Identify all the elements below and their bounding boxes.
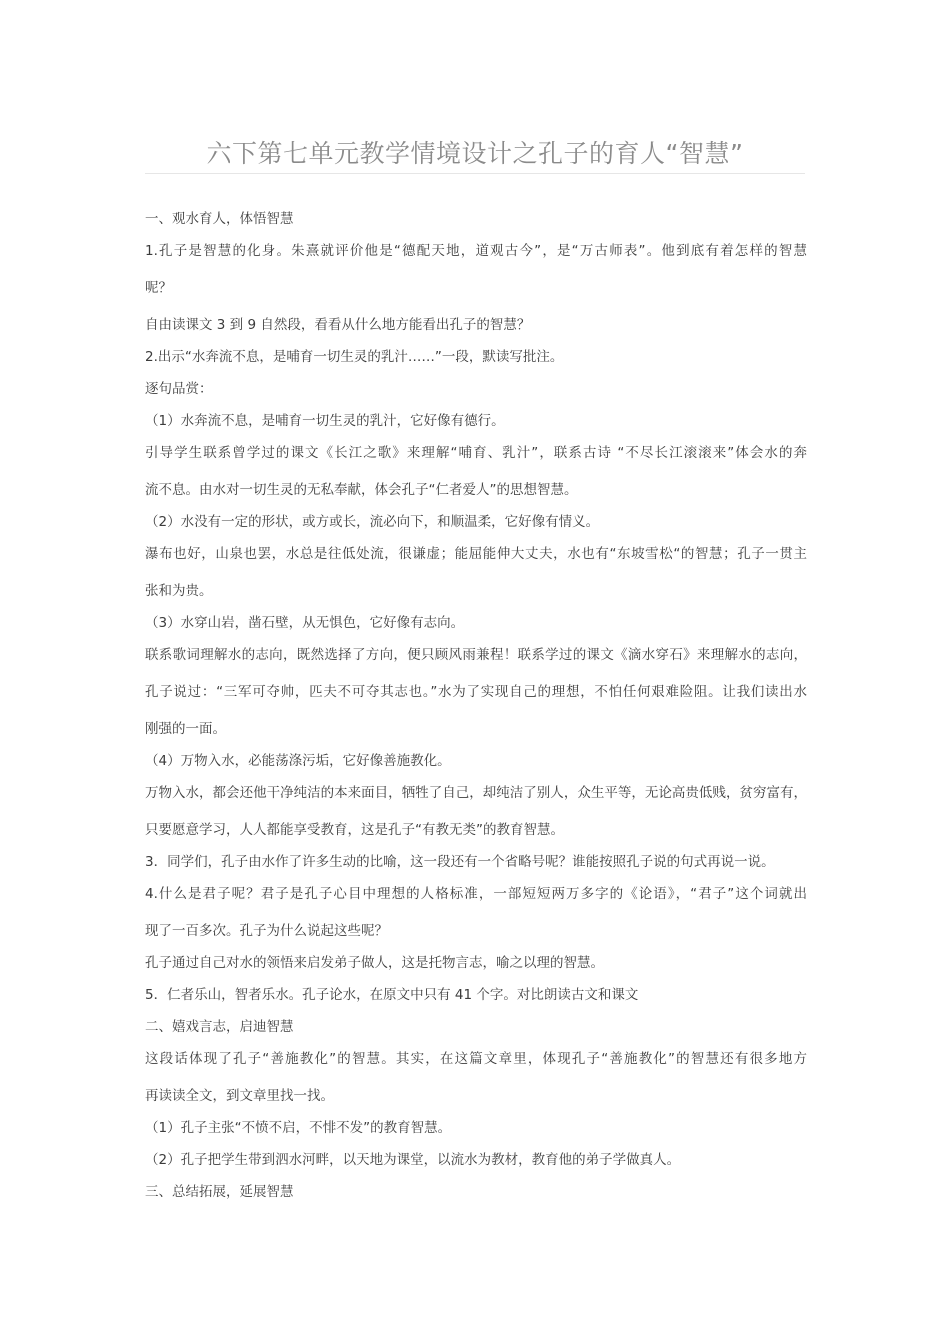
paragraph-line: （2）孔子把学生带到泗水河畔，以天地为课堂，以流水为教材，教育他的弟子学做真人。 xyxy=(145,1152,681,1168)
section-heading: 三、总结拓展，延展智慧 xyxy=(145,1184,294,1200)
paragraph-line: 呢？ xyxy=(145,280,172,296)
paragraph-line: （3）水穿山岩，凿石壁，从无惧色，它好像有志向。 xyxy=(145,615,465,631)
paragraph-line: 万物入水，都会还他干净纯洁的本来面目，牺牲了自己，却纯洁了别人，众生平等，无论高贵低贱，贫穷富有， xyxy=(145,785,807,801)
paragraph-line: 孔子说过：“三军可夺帅，匹夫不可夺其志也。”水为了实现自己的理想，不怕任何艰难险阻。让我们读出水 xyxy=(145,684,807,700)
paragraph-line: 联系歌词理解水的志向，既然选择了方向，便只顾风雨兼程！联系学过的课文《滴水穿石》来理解水的志向， xyxy=(145,647,807,663)
paragraph-line: （4）万物入水，必能荡涤污垢，它好像善施教化。 xyxy=(145,753,451,769)
paragraph-line: （1）孔子主张“不愤不启，不悱不发”的教育智慧。 xyxy=(145,1120,452,1136)
paragraph-line: 瀑布也好，山泉也罢，水总是往低处流，很谦虚；能屈能伸大丈夫，水也有“东坡雪松“的智慧；孔子一贯主 xyxy=(145,546,807,562)
paragraph-line: 5．仁者乐山，智者乐水。孔子论水，在原文中只有 41 个字。对比朗读古文和课文 xyxy=(145,987,639,1003)
paragraph-line: 4.什么是君子呢？君子是孔子心目中理想的人格标准，一部短短两万多字的《论语》，“君子”这个词就出 xyxy=(145,886,807,902)
paragraph-line: （2）水没有一定的形状，或方或长，流必向下，和顺温柔，它好像有情义。 xyxy=(145,514,600,530)
page-title: 六下第七单元教学情境设计之孔子的育人“智慧” xyxy=(206,139,744,168)
paragraph-line: 再读读全文，到文章里找一找。 xyxy=(145,1088,334,1104)
paragraph-line: 流不息。由水对一切生灵的无私奉献，体会孔子“仁者爱人”的思想智慧。 xyxy=(145,482,578,498)
paragraph-line: 2.出示“水奔流不息，是哺育一切生灵的乳汁……”一段，默读写批注。 xyxy=(145,349,564,365)
paragraph-line: 自由读课文 3 到 9 自然段，看看从什么地方能看出孔子的智慧？ xyxy=(145,317,531,333)
paragraph-line: 现了一百多次。孔子为什么说起这些呢？ xyxy=(145,923,388,939)
paragraph-line: 3．同学们，孔子由水作了许多生动的比喻，这一段还有一个省略号呢？谁能按照孔子说的句式再说一说。 xyxy=(145,854,775,870)
document-body xyxy=(145,208,807,1213)
paragraph-line: 孔子通过自己对水的领悟来启发弟子做人，这是托物言志，喻之以理的智慧。 xyxy=(145,955,604,971)
paragraph-line: 逐句品赏： xyxy=(145,381,213,397)
paragraph-line: 刚强的一面。 xyxy=(145,721,226,737)
paragraph-line: 这段话体现了孔子“善施教化”的智慧。其实，在这篇文章里，体现孔子“善施教化”的智慧还有很多地方 xyxy=(145,1051,807,1067)
paragraph-line: （1）水奔流不息，是哺育一切生灵的乳汁，它好像有德行。 xyxy=(145,413,505,429)
paragraph-line: 1.孔子是智慧的化身。朱熹就评价他是“德配天地，道观古今”，是“万古师表”。他到底有着怎样的智慧 xyxy=(145,243,807,259)
paragraph-line: 只要愿意学习，人人都能享受教育，这是孔子“有教无类”的教育智慧。 xyxy=(145,822,564,838)
section-heading: 二、嬉戏言志，启迪智慧 xyxy=(145,1019,294,1035)
title-divider xyxy=(145,173,805,174)
paragraph-line: 张和为贵。 xyxy=(145,583,213,599)
section-heading: 一、观水育人，体悟智慧 xyxy=(145,211,294,227)
paragraph-line: 引导学生联系曾学过的课文《长江之歌》来理解“哺育、乳汁”，联系古诗 “不尽长江滚滚来”体会水的奔 xyxy=(145,445,807,461)
